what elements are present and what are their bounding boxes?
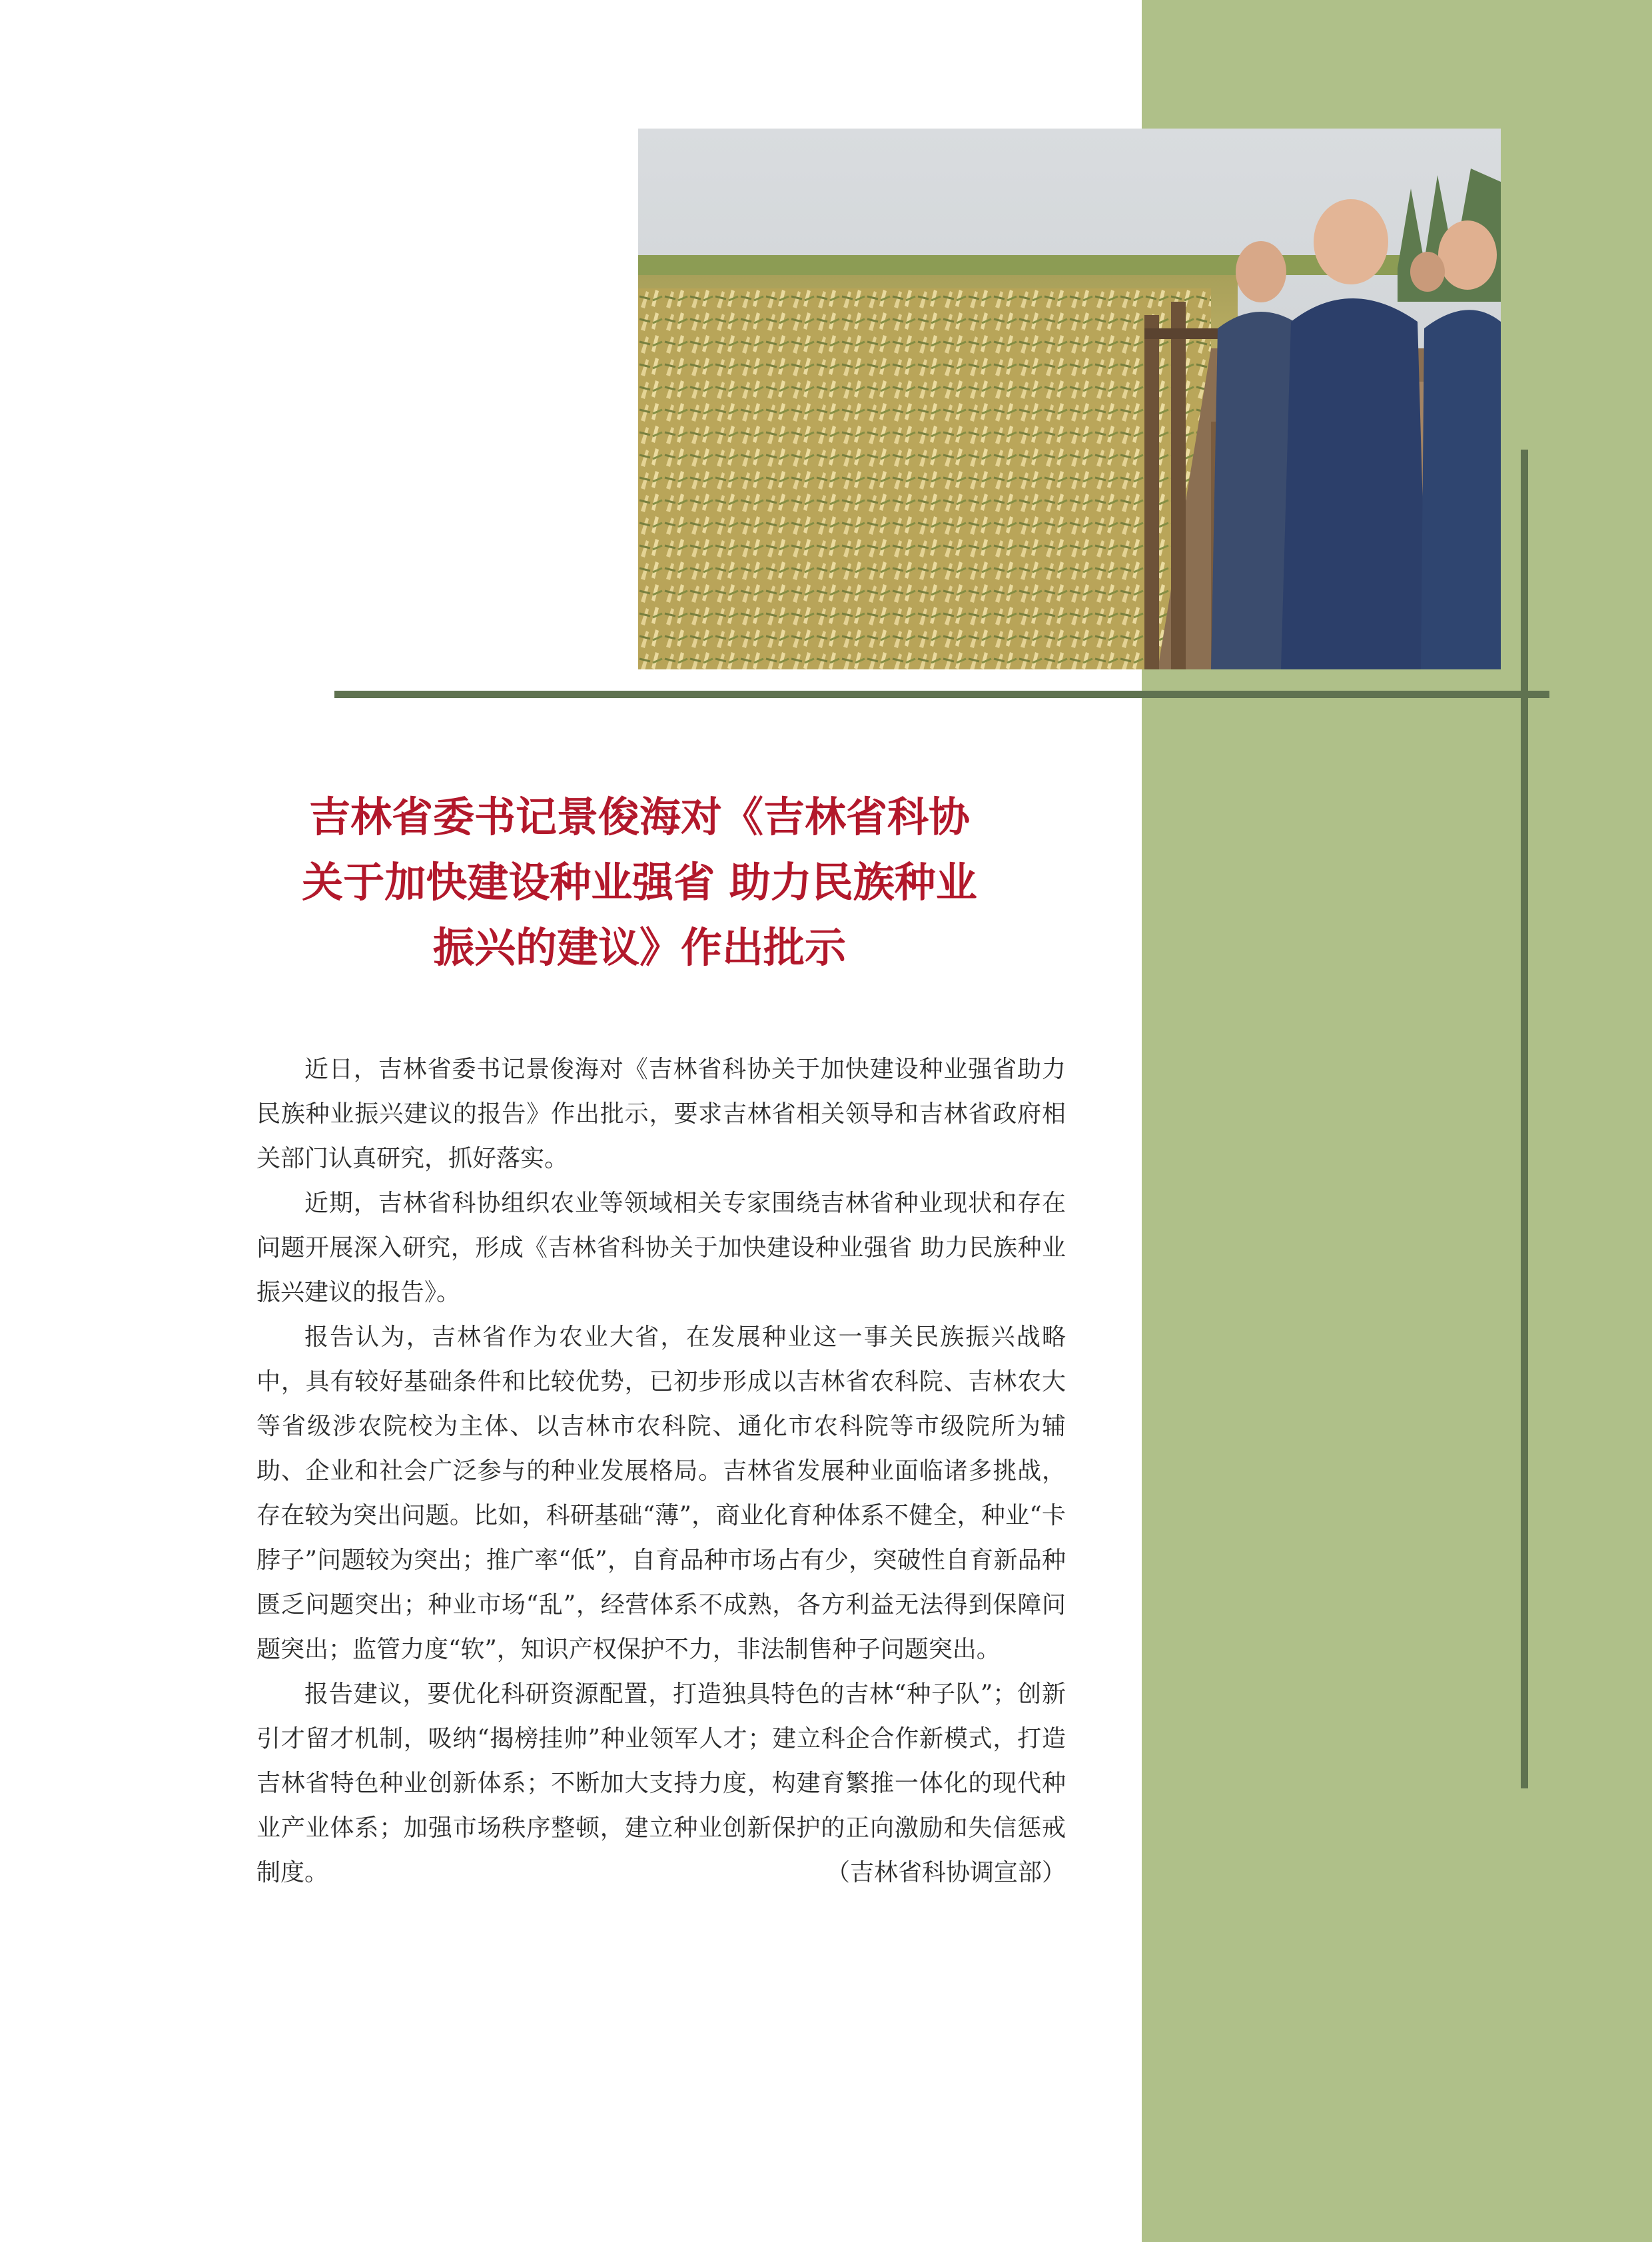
article-title: [220, 785, 1059, 980]
paragraph-4: [256, 1672, 1066, 1895]
article-body: [256, 1047, 1066, 1895]
paragraph-4-text: 报告建议，要优化科研资源配置，打造独具特色的吉林“种子队”；创新引才留才机制，吸纳“揭榜挂帅”种业领军人才；建立科企合作新模式，打造吉林省特色种业创新体系；不断加大支持力度，构建育繁推一体化的现代种业产业体系；加强市场秩序整顿，建立种业创新保护的正向激励和失信惩戒制度。: [256, 1681, 1066, 1886]
paragraph-3: 报告认为，吉林省作为农业大省，在发展种业这一事关民族振兴战略中，具有较好基础条件和比较优势，已初步形成以吉林省农科院、吉林农大等省级涉农院校为主体、以吉林市农科院、通化市农科院等市级院所为辅助、企业和社会广泛参与的种业发展格局。吉林省发展种业面临诸多挑战，存在较为突出问题。比如，科研基础“薄”，商业化育种体系不健全，种业“卡脖子”问题较为突出；推广率“低”，自育品种市场占有少，突破性自育新品种匮乏问题突出；种业市场“乱”，经营体系不成熟，各方利益无法得到保障问题突出；监管力度“软”，知识产权保护不力，非法制售种子问题突出。: [256, 1323, 1066, 1663]
horizontal-divider: [334, 691, 1549, 698]
title-line-2: 关于加快建设种业强省 助力民族种业: [302, 858, 977, 907]
paragraph-1: 近日，吉林省委书记景俊海对《吉林省科协关于加快建设种业强省助力民族种业振兴建议的报告》作出批示，要求吉林省相关领导和吉林省政府相关部门认真研究，抓好落实。: [256, 1056, 1066, 1172]
cornfield-photo: [638, 129, 1501, 669]
title-line-3: 振兴的建议》作出批示: [432, 923, 846, 972]
vertical-divider: [1521, 450, 1528, 1788]
source-credit: （吉林省科协调宣部）: [825, 1859, 1066, 1886]
title-line-1: 吉林省委书记景俊海对《吉林省科协: [308, 793, 970, 841]
paragraph-2: 近期，吉林省科协组织农业等领域相关专家围绕吉林省种业现状和存在问题开展深入研究，形成《吉林省科协关于加快建设种业强省 助力民族种业振兴建议的报告》。: [256, 1190, 1066, 1306]
